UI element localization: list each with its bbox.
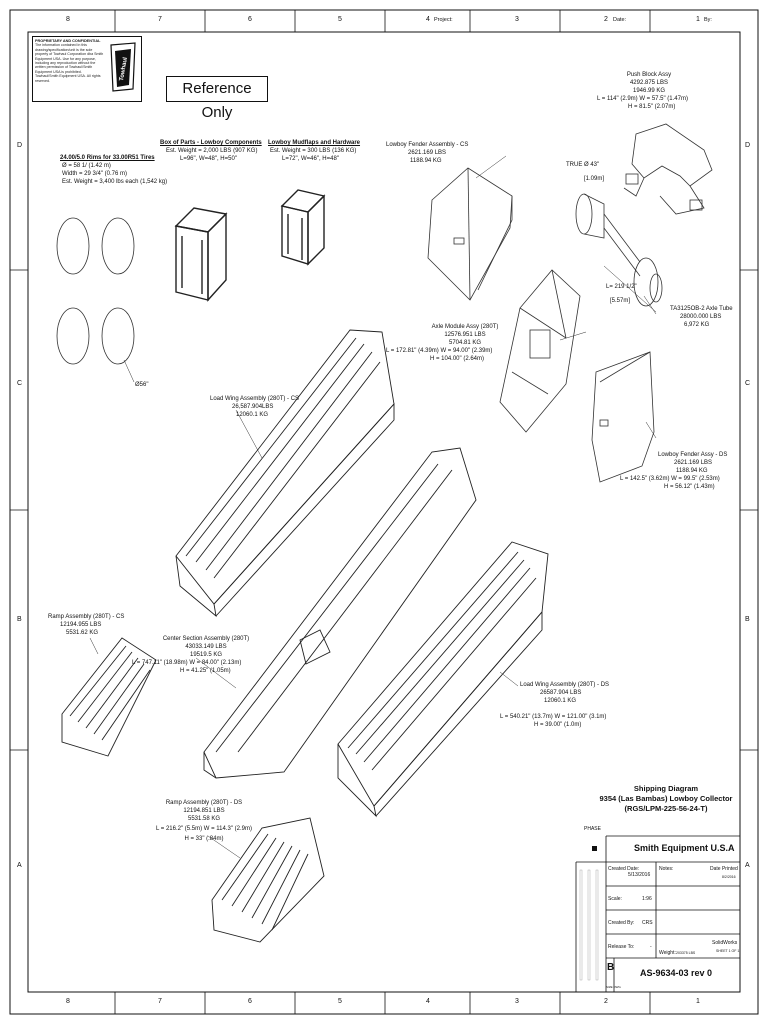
axle-module-line-3: L = 172.81" (4.39m) W = 94.00" (2.39m) [386, 348, 493, 354]
software-label: SolidWorks [712, 940, 738, 946]
axle-tube-line-2: 6,972 KG [684, 322, 710, 328]
zone-col-1-top: 1 [696, 16, 700, 23]
company-name: Smith Equipment U.S.A [634, 843, 735, 853]
axle-tube-drawing [576, 194, 662, 312]
fender-ds-line-3: L = 142.5" (3.62m) W = 99.5" (2.53m) [620, 476, 720, 482]
axle-true-metric: [1.09m] [584, 176, 605, 182]
push-block-line-4: H = 81.5" (2.07m) [628, 104, 676, 110]
project-label: Project: [434, 17, 453, 23]
crate-lowboy [176, 208, 226, 300]
tires-title: 24.00/5.0 Rims for 33.00R51 Tires [60, 155, 155, 161]
push-block-line-3: L = 114" (2.9m) W = 57.5" (1.47m) [597, 96, 688, 102]
push-block-line-2: 1946.99 KG [632, 88, 666, 94]
size-letter: B [607, 962, 615, 973]
scale-label: Scale: [608, 896, 622, 902]
center-section-line-1: 43033.149 LBS [185, 644, 227, 650]
load-wing-ds-drawing [338, 542, 548, 816]
ramp-cs-line-2: 5531.62 KG [66, 630, 99, 636]
zone-row-d-right: D [745, 142, 751, 149]
sheet-label: SHEET 1 OF 1 [716, 949, 740, 953]
zone-row-d-left: D [17, 142, 23, 149]
fender-ds-line-1: 2621.169 LBS [674, 460, 713, 466]
towhaul-logo [109, 41, 137, 93]
zone-row-b-left: B [17, 616, 22, 623]
center-section-line-3: L = 747.11" (18.98m) W = 84.00" (2.13m) [132, 660, 242, 666]
zone-row-b-right: B [745, 616, 750, 623]
tires-line-3: Est. Weight = 3,400 lbs each (1,542 kg) [62, 179, 168, 185]
fender-cs-title: Lowboy Fender Assembly - CS [386, 142, 469, 148]
notes-label: Notes: [659, 866, 674, 872]
load-wing-ds-line-3: L = 540.21" (13.7m) W = 121.00" (3.1m) [500, 714, 607, 720]
zone-col-8-top: 8 [66, 16, 70, 23]
zone-col-5-top: 5 [338, 16, 342, 23]
zone-col-4-bottom: 4 [426, 998, 430, 1005]
phase-label: PHASE [584, 826, 601, 832]
svg-text:Towhaul: Towhaul [118, 56, 130, 82]
axle-length-label: L= 219 1/2" [606, 284, 637, 290]
fender-ds-line-2: 1188.94 KG [676, 468, 708, 474]
push-block-title: Push Block Assy [626, 72, 672, 78]
proprietary-title: PROPRIETARY AND CONFIDENTIAL [35, 39, 101, 43]
ramp-ds-line-3: L = 216.2" (5.5m) W = 114.3" (2.9m) [156, 826, 252, 832]
axle-length-metric: [5.57m] [610, 298, 631, 304]
size-sub: SIZE DWG [606, 985, 621, 989]
proprietary-body: The information contained in this drawing/specification/unit is the sole property of Towhaul Corporation dba Smith Equipment USA. Use for any purpose, including any reproduction without the written permission of Towhaul/Smith Equipment USA is prohibited. Towhaul/Smith Equipment USA. All rights reserved. [35, 43, 104, 83]
zone-col-7-bottom: 7 [158, 998, 162, 1005]
ramp-ds-line-1: 12194.851 LBS [183, 808, 225, 814]
scale-value: 1:96 [642, 896, 652, 902]
shipping-title-3: (RGS/LPM-225-56-24-T) [624, 804, 708, 813]
zone-col-4-top: 4 [426, 16, 430, 23]
release-to-value: - [650, 944, 652, 950]
ramp-ds-title: Ramp Assembly (280T) - DS [165, 800, 243, 806]
zone-col-6-bottom: 6 [248, 998, 252, 1005]
created-date-label: Created Date: [608, 866, 640, 872]
center-section-drawing [204, 448, 476, 778]
push-block-drawing [624, 124, 712, 214]
zone-col-1-bottom: 1 [696, 998, 700, 1005]
load-wing-ds-line-4: H = 39.00" (1.0m) [534, 722, 582, 728]
load-wing-cs-drawing [176, 330, 394, 616]
ramp-ds-line-2: 5531.58 KG [187, 816, 221, 822]
box-lowboy-title: Box of Parts - Lowboy Components [160, 140, 262, 146]
fender-ds-title: Lowboy Fender Assy - DS [658, 452, 728, 458]
axle-module-line-1: 12576.951 LBS [444, 332, 486, 338]
tires-line-2: Width = 29 3/4" (0.76 m) [62, 171, 127, 177]
load-wing-cs-title: Load Wing Assembly (280T) - CS [210, 396, 300, 402]
zone-col-8-bottom: 8 [66, 998, 70, 1005]
axle-tube-title: TA3125OB-2 Axle Tube [670, 306, 733, 312]
ramp-ds-line-4: H = 33" (.84m) [184, 836, 224, 842]
shipping-title-1: Shipping Diagram [633, 784, 699, 793]
fender-cs-drawing [428, 168, 512, 300]
load-wing-ds-title: Load Wing Assembly (280T) - DS [520, 682, 610, 688]
weight-value: 203375 LBS [676, 951, 696, 955]
release-to-label: Release To: [608, 944, 635, 950]
fender-ds-line-4: H = 56.12" (1.43m) [664, 484, 715, 490]
ramp-cs-line-1: 12194.955 LBS [60, 622, 102, 628]
by-label: By: [704, 17, 712, 23]
center-section-line-4: H = 41.25" (1.05m) [180, 668, 231, 674]
box-lowboy-line-2: L=96", W=48", H=50" [180, 156, 237, 162]
ramp-cs-drawing [62, 638, 156, 756]
zone-col-2-bottom: 2 [604, 998, 608, 1005]
zone-row-c-left: C [17, 380, 23, 387]
mudflaps-line-1: Est. Weight = 300 LBS (136 KG) [270, 148, 357, 154]
reference-only-label: Reference Only [166, 76, 268, 102]
date-label: Date: [613, 17, 627, 23]
tires-diameter: Ø56" [135, 382, 149, 388]
load-wing-cs-line-2: 12060.1 KG [236, 412, 269, 418]
date-printed-value: 8/2/2016 [722, 875, 736, 879]
axle-module-drawing [500, 270, 580, 432]
crate-mudflaps [282, 190, 324, 264]
fender-cs-line-1: 2621.169 LBS [408, 150, 447, 156]
axle-module-line-4: H = 104.00" (2.64m) [430, 356, 484, 362]
zone-col-3-top: 3 [515, 16, 519, 23]
tires-line-1: Ø = 58 1/ (1.42 m) [62, 163, 111, 169]
zone-col-7-top: 7 [158, 16, 162, 23]
weight-label: Weight: [659, 950, 676, 956]
tire-circles [57, 218, 134, 382]
created-by-label: Created By: [608, 920, 635, 926]
created-by-value: CRS [642, 920, 653, 926]
mudflaps-line-2: L=72", W=46", H=48" [282, 156, 339, 162]
axle-module-line-2: 5704.81 KG [448, 340, 482, 346]
load-wing-ds-line-1: 26587.904 LBS [540, 690, 582, 696]
zone-row-a-left: A [17, 862, 22, 869]
drawing-number: AS-9634-03 rev 0 [640, 968, 713, 978]
fender-ds-drawing [592, 352, 654, 482]
box-lowboy-line-1: Est. Weight = 2,000 LBS (907 KG) [166, 148, 258, 154]
zone-col-2-top: 2 [604, 16, 608, 23]
axle-module-title: Axle Module Assy (280T) [431, 324, 499, 330]
zone-col-3-bottom: 3 [515, 998, 519, 1005]
center-section-title: Center Section Assembly (280T) [162, 636, 250, 642]
shipping-title-2: 9354 (Las Bambas) Lowboy Collector [599, 794, 733, 803]
date-printed-label: Date Printed [710, 866, 738, 872]
axle-tube-line-1: 28000.000 LBS [680, 314, 722, 320]
fender-cs-line-2: 1188.94 KG [410, 158, 442, 164]
axle-true-label: TRUE Ø 43" [566, 162, 600, 168]
ramp-cs-title: Ramp Assembly (280T) - CS [48, 614, 125, 620]
proprietary-notice [32, 36, 142, 102]
center-section-line-2: 19519.5 KG [189, 652, 223, 658]
zone-col-6-top: 6 [248, 16, 252, 23]
zone-row-a-right: A [745, 862, 750, 869]
zone-row-c-right: C [745, 380, 751, 387]
load-wing-cs-line-1: 26,587.904LBS [232, 404, 274, 410]
load-wing-ds-line-2: 12060.1 KG [544, 698, 577, 704]
created-date-value: 5/13/2016 [628, 872, 651, 878]
push-block-line-1: 4292.875 LBS [629, 80, 669, 86]
zone-col-5-bottom: 5 [338, 998, 342, 1005]
mudflaps-title: Lowboy Mudflaps and Hardware [268, 140, 361, 146]
